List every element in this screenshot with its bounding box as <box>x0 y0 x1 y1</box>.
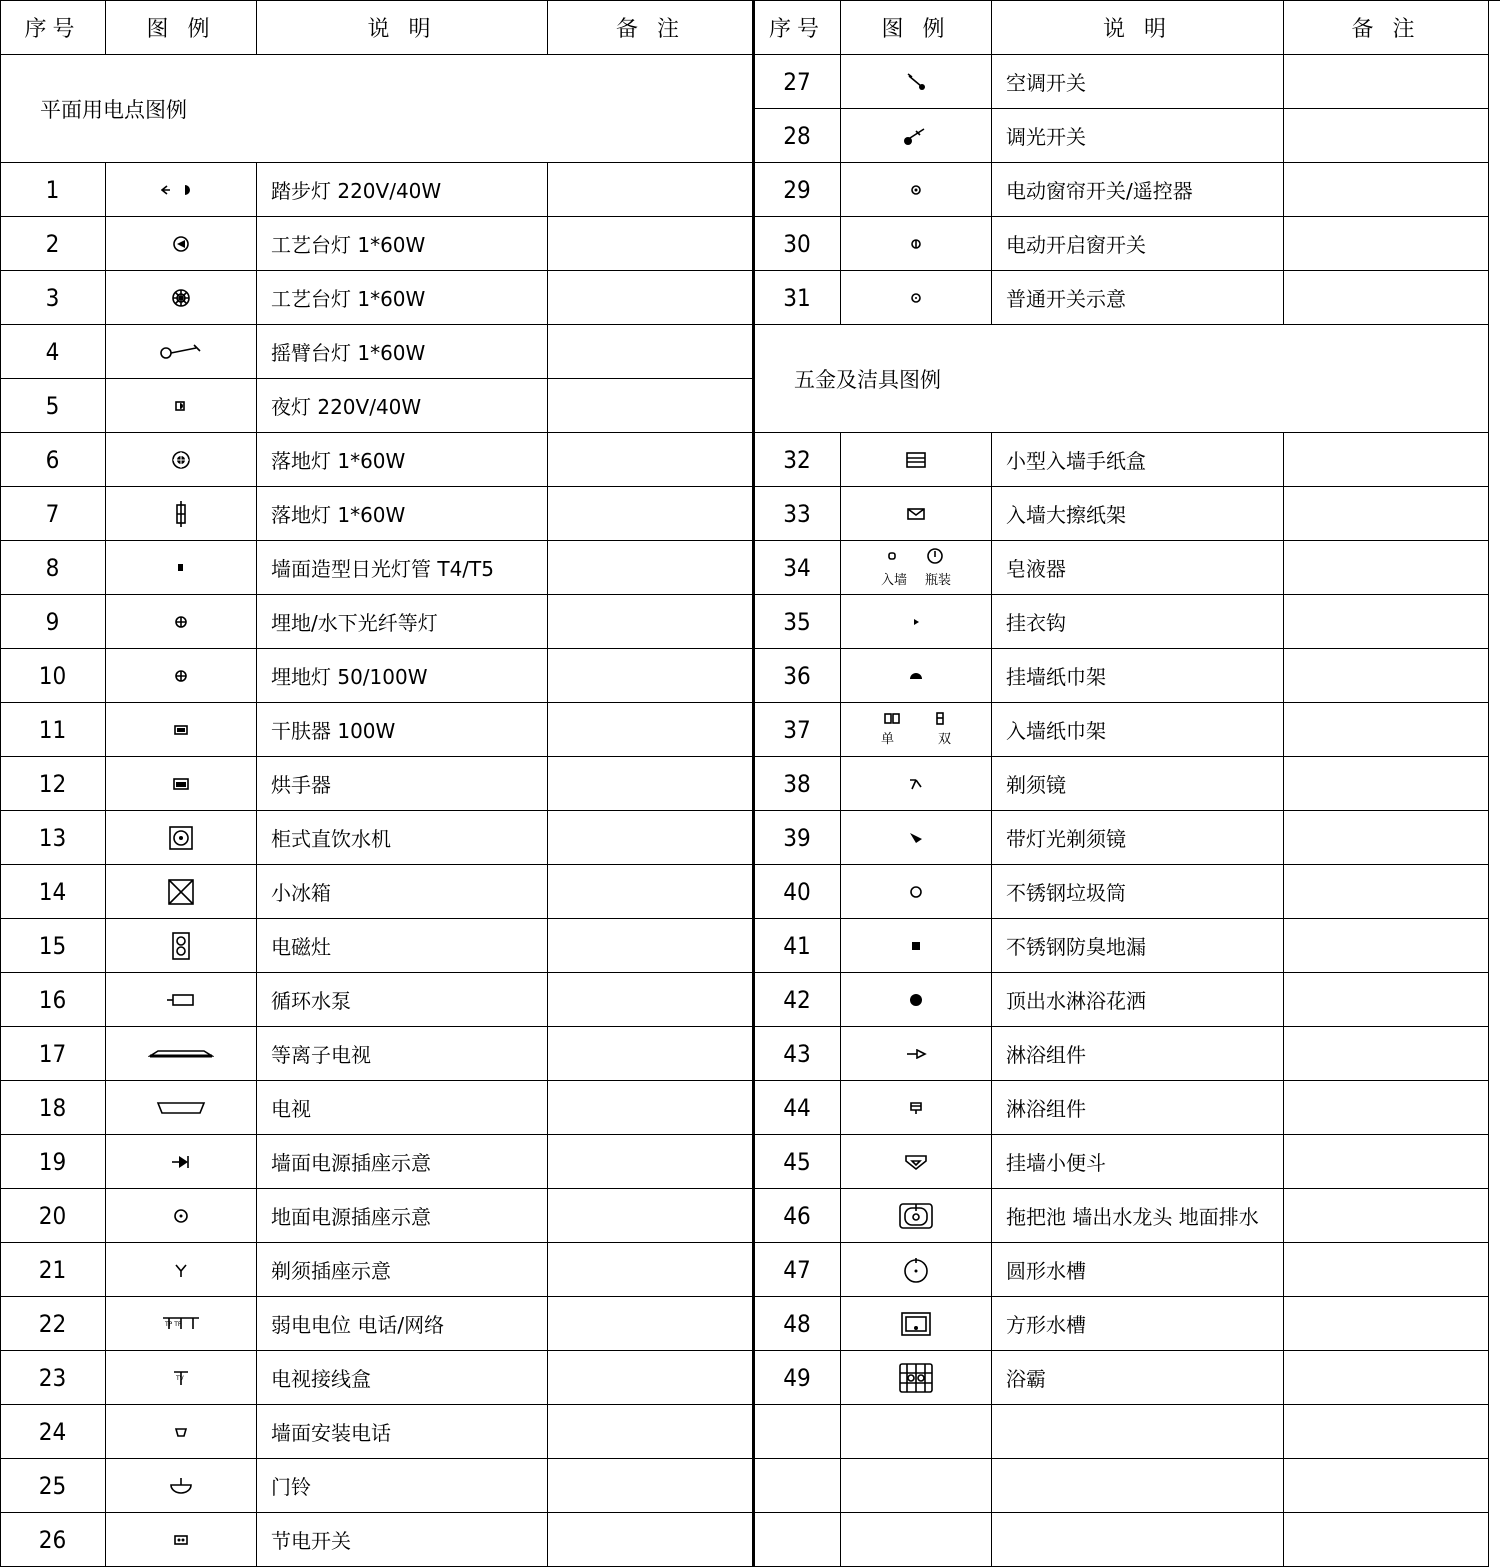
row-number: 9 <box>0 595 106 649</box>
shower-set-icon <box>905 1049 927 1059</box>
row-remark <box>1284 649 1489 703</box>
inground-light-icon <box>174 669 188 683</box>
legend-symbol <box>841 595 992 649</box>
row-description: 墙面电源插座示意 <box>257 1135 548 1189</box>
row-remark <box>1284 1297 1489 1351</box>
row-description: 埋地灯 50/100W <box>257 649 548 703</box>
row-number: 3 <box>0 271 106 325</box>
row-remark <box>548 325 754 379</box>
row-number: 14 <box>0 865 106 919</box>
mop-sink-icon <box>898 1202 934 1230</box>
paper-towel-holder-icon <box>906 507 926 521</box>
row-description: 循环水泵 <box>257 973 548 1027</box>
energy-switch-icon <box>173 1534 189 1546</box>
bath-heater-icon <box>898 1362 934 1394</box>
row-description: 淋浴组件 <box>992 1027 1284 1081</box>
empty-cell <box>992 1459 1284 1513</box>
floor-drain-icon <box>910 940 922 952</box>
legend-symbol <box>841 1297 992 1351</box>
table-lamp-alt-icon <box>171 288 191 308</box>
symbol-variant-label: 瓶装 <box>924 573 951 588</box>
row-remark <box>548 1189 754 1243</box>
row-number: 49 <box>754 1351 841 1405</box>
row-description: 工艺台灯 1*60W <box>257 271 548 325</box>
row-number: 22 <box>0 1297 106 1351</box>
shower-set-alt-icon <box>909 1100 923 1116</box>
row-number: 21 <box>0 1243 106 1297</box>
legend-symbol <box>841 541 992 595</box>
row-description: 门铃 <box>257 1459 548 1513</box>
row-remark <box>1284 1351 1489 1405</box>
row-remark <box>548 1243 754 1297</box>
legend-symbol <box>841 1027 992 1081</box>
wall-phone-icon <box>174 1426 188 1438</box>
row-remark <box>548 217 754 271</box>
legend-symbol <box>106 1135 257 1189</box>
header-description: 说 明 <box>257 0 548 55</box>
header-index: 序号 <box>0 0 106 55</box>
section-title-hardware: 五金及洁具图例 <box>754 325 1489 433</box>
row-remark <box>548 1027 754 1081</box>
legend-symbol <box>841 649 992 703</box>
row-description: 拖把池 墙出水龙头 地面排水 <box>992 1189 1284 1243</box>
section-title-electrical: 平面用电点图例 <box>0 55 754 163</box>
empty-cell <box>1284 1459 1489 1513</box>
legend-symbol <box>106 541 257 595</box>
step-light-icon <box>161 182 201 198</box>
row-description: 淋浴组件 <box>992 1081 1284 1135</box>
coat-hook-icon <box>911 617 921 627</box>
row-description: 等离子电视 <box>257 1027 548 1081</box>
legend-symbol <box>106 1297 257 1351</box>
legend-symbol <box>106 865 257 919</box>
row-number: 23 <box>0 1351 106 1405</box>
legend-symbol <box>106 919 257 973</box>
row-remark <box>1284 703 1489 757</box>
row-remark <box>548 163 754 217</box>
row-remark <box>1284 973 1489 1027</box>
legend-symbol <box>841 919 992 973</box>
row-description: 挂墙小便斗 <box>992 1135 1284 1189</box>
symbol-variant-label: 入墙 <box>881 573 908 588</box>
row-description: 弱电电位 电话/网络 <box>257 1297 548 1351</box>
row-number: 33 <box>754 487 841 541</box>
empty-cell <box>992 1405 1284 1459</box>
row-description: 摇臂台灯 1*60W <box>257 325 548 379</box>
row-number: 26 <box>0 1513 106 1567</box>
row-number: 5 <box>0 379 106 433</box>
row-description: 调光开关 <box>992 109 1284 163</box>
legend-symbol <box>841 55 992 109</box>
row-number: 34 <box>754 541 841 595</box>
row-remark <box>548 1081 754 1135</box>
legend-symbol <box>106 325 257 379</box>
header-index: 序号 <box>754 0 841 55</box>
row-number: 13 <box>0 811 106 865</box>
soap-dispenser-icon <box>881 547 951 567</box>
row-remark <box>548 433 754 487</box>
legend-symbol <box>106 1243 257 1297</box>
row-remark <box>548 1297 754 1351</box>
row-description: 顶出水淋浴花洒 <box>992 973 1284 1027</box>
trash-bin-icon <box>908 884 924 900</box>
shaving-mirror-icon <box>908 777 924 791</box>
wall-fluorescent-icon <box>176 562 186 574</box>
swing-arm-lamp-icon <box>158 343 204 361</box>
floor-socket-icon <box>173 1208 189 1224</box>
row-description: 皂液器 <box>992 541 1284 595</box>
row-description: 不锈钢垃圾筒 <box>992 865 1284 919</box>
header-remark: 备 注 <box>548 0 754 55</box>
legend-symbol <box>841 271 992 325</box>
legend-symbol <box>106 217 257 271</box>
empty-cell <box>841 1405 992 1459</box>
row-description: 入墙大擦纸架 <box>992 487 1284 541</box>
row-remark <box>548 973 754 1027</box>
row-description: 不锈钢防臭地漏 <box>992 919 1284 973</box>
square-sink-icon <box>900 1311 932 1337</box>
row-number: 10 <box>0 649 106 703</box>
header-symbol: 图 例 <box>106 0 257 55</box>
legend-symbol <box>841 865 992 919</box>
row-remark <box>1284 1189 1489 1243</box>
row-number: 44 <box>754 1081 841 1135</box>
row-description: 墙面安装电话 <box>257 1405 548 1459</box>
legend-symbol <box>106 1189 257 1243</box>
row-number: 39 <box>754 811 841 865</box>
empty-cell <box>754 1513 841 1567</box>
row-number: 1 <box>0 163 106 217</box>
row-description: 埋地/水下光纤等灯 <box>257 595 548 649</box>
row-description: 挂衣钩 <box>992 595 1284 649</box>
row-remark <box>548 1459 754 1513</box>
row-remark <box>1284 487 1489 541</box>
floor-lamp-icon <box>171 450 191 470</box>
legend-symbol <box>106 487 257 541</box>
legend-symbol <box>106 163 257 217</box>
row-description: 地面电源插座示意 <box>257 1189 548 1243</box>
center-divider <box>752 0 755 1567</box>
tissue-box-icon <box>905 451 927 469</box>
row-remark <box>1284 919 1489 973</box>
row-remark <box>1284 1135 1489 1189</box>
row-number: 18 <box>0 1081 106 1135</box>
row-remark <box>548 487 754 541</box>
symbol-variant-label: 单 <box>881 732 895 747</box>
row-number: 15 <box>0 919 106 973</box>
row-number: 17 <box>0 1027 106 1081</box>
legend-symbol <box>841 757 992 811</box>
legend-symbol <box>106 1081 257 1135</box>
row-number: 24 <box>0 1405 106 1459</box>
row-remark <box>1284 865 1489 919</box>
row-remark <box>1284 541 1489 595</box>
row-number: 45 <box>754 1135 841 1189</box>
row-number: 4 <box>0 325 106 379</box>
shaver-socket-icon <box>173 1261 189 1279</box>
legend-symbol <box>106 1351 257 1405</box>
circulation-pump-icon <box>165 993 197 1007</box>
legend-symbol <box>106 433 257 487</box>
mini-fridge-icon <box>167 878 195 906</box>
row-description: 电磁灶 <box>257 919 548 973</box>
row-remark <box>548 919 754 973</box>
induction-cooker-icon <box>171 931 191 961</box>
row-number: 36 <box>754 649 841 703</box>
row-remark <box>548 379 754 433</box>
round-sink-icon <box>902 1256 930 1284</box>
row-number: 41 <box>754 919 841 973</box>
row-remark <box>548 1513 754 1567</box>
row-remark <box>548 1135 754 1189</box>
row-number: 11 <box>0 703 106 757</box>
plasma-tv-icon <box>148 1048 214 1060</box>
night-light-icon <box>175 400 187 412</box>
window-switch-icon <box>910 238 922 250</box>
row-remark <box>548 649 754 703</box>
row-description: 浴霸 <box>992 1351 1284 1405</box>
legend-symbol <box>841 1081 992 1135</box>
row-remark <box>1284 163 1489 217</box>
legend-symbol <box>841 109 992 163</box>
row-description: 普通开关示意 <box>992 271 1284 325</box>
rain-shower-icon <box>908 992 924 1008</box>
row-remark <box>1284 595 1489 649</box>
tv-outlet-icon <box>172 1369 190 1387</box>
row-number: 8 <box>0 541 106 595</box>
legend-symbol <box>106 379 257 433</box>
underwater-light-icon <box>174 615 188 629</box>
row-description: 电动窗帘开关/遥控器 <box>992 163 1284 217</box>
empty-cell <box>841 1513 992 1567</box>
header-symbol: 图 例 <box>841 0 992 55</box>
legend-symbol <box>841 811 992 865</box>
row-description: 圆形水槽 <box>992 1243 1284 1297</box>
row-description: 电视 <box>257 1081 548 1135</box>
empty-cell <box>754 1459 841 1513</box>
empty-cell <box>1284 1513 1489 1567</box>
skin-dryer-icon <box>173 724 189 736</box>
row-number: 47 <box>754 1243 841 1297</box>
legend-symbol <box>841 973 992 1027</box>
legend-symbol <box>841 1189 992 1243</box>
legend-symbol <box>841 1351 992 1405</box>
row-description: 挂墙纸巾架 <box>992 649 1284 703</box>
urinal-icon <box>904 1153 928 1171</box>
row-description: 夜灯 220V/40W <box>257 379 548 433</box>
legend-symbol <box>841 433 992 487</box>
row-description: 落地灯 1*60W <box>257 487 548 541</box>
floor-lamp-alt-icon <box>173 500 189 528</box>
row-description: 柜式直饮水机 <box>257 811 548 865</box>
legend-symbol <box>106 811 257 865</box>
row-remark <box>1284 811 1489 865</box>
row-number: 2 <box>0 217 106 271</box>
curtain-switch-icon <box>910 184 922 196</box>
water-dispenser-icon <box>168 825 194 851</box>
row-number: 42 <box>754 973 841 1027</box>
row-remark <box>1284 433 1489 487</box>
row-description: 电视接线盒 <box>257 1351 548 1405</box>
legend-symbol <box>106 703 257 757</box>
row-number: 38 <box>754 757 841 811</box>
row-number: 48 <box>754 1297 841 1351</box>
row-description: 小冰箱 <box>257 865 548 919</box>
row-remark <box>1284 217 1489 271</box>
legend-symbol <box>106 271 257 325</box>
row-description: 干肤器 100W <box>257 703 548 757</box>
row-number: 6 <box>0 433 106 487</box>
row-remark <box>1284 757 1489 811</box>
row-number: 37 <box>754 703 841 757</box>
symbol-variant-label: 双 <box>937 732 951 747</box>
header-remark: 备 注 <box>1284 0 1489 55</box>
row-number: 31 <box>754 271 841 325</box>
row-description: 小型入墙手纸盒 <box>992 433 1284 487</box>
row-remark <box>1284 271 1489 325</box>
row-description: 入墙纸巾架 <box>992 703 1284 757</box>
row-number: 16 <box>0 973 106 1027</box>
row-number: 28 <box>754 109 841 163</box>
normal-switch-icon <box>910 292 922 304</box>
row-remark <box>548 271 754 325</box>
dimmer-switch-icon <box>902 125 930 147</box>
legend-symbol <box>841 217 992 271</box>
legend-symbol <box>841 703 992 757</box>
row-description: 踏步灯 220V/40W <box>257 163 548 217</box>
row-remark <box>1284 109 1489 163</box>
empty-cell <box>754 1405 841 1459</box>
row-number: 30 <box>754 217 841 271</box>
tv-icon <box>156 1100 206 1116</box>
row-number: 40 <box>754 865 841 919</box>
row-remark <box>548 541 754 595</box>
svg-text:TV: TV <box>176 1374 184 1382</box>
row-description: 墙面造型日光灯管 T4/T5 <box>257 541 548 595</box>
lit-shaving-mirror-icon <box>908 831 924 845</box>
empty-cell <box>841 1459 992 1513</box>
row-number: 25 <box>0 1459 106 1513</box>
row-remark <box>548 865 754 919</box>
legend-symbol <box>841 1243 992 1297</box>
legend-symbol <box>841 163 992 217</box>
row-description: 剃须镜 <box>992 757 1284 811</box>
row-remark <box>548 1351 754 1405</box>
row-description: 方形水槽 <box>992 1297 1284 1351</box>
data-phone-outlet-icon <box>161 1315 201 1333</box>
row-remark <box>548 595 754 649</box>
legend-symbol <box>106 1027 257 1081</box>
row-number: 7 <box>0 487 106 541</box>
legend-symbol <box>106 1513 257 1567</box>
row-remark <box>548 757 754 811</box>
row-remark <box>548 1405 754 1459</box>
ac-switch-icon <box>905 72 927 92</box>
row-remark <box>1284 1081 1489 1135</box>
legend-symbol <box>841 1135 992 1189</box>
header-description: 说 明 <box>992 0 1284 55</box>
row-description: 节电开关 <box>257 1513 548 1567</box>
row-number: 12 <box>0 757 106 811</box>
row-number: 32 <box>754 433 841 487</box>
doorbell-icon <box>168 1477 194 1495</box>
row-number: 29 <box>754 163 841 217</box>
row-remark <box>548 811 754 865</box>
table-lamp-icon <box>172 235 190 253</box>
legend-symbol <box>106 1405 257 1459</box>
legend-symbol <box>106 595 257 649</box>
row-remark <box>1284 1243 1489 1297</box>
row-remark <box>548 703 754 757</box>
row-description: 烘手器 <box>257 757 548 811</box>
wall-socket-icon <box>170 1152 192 1172</box>
legend-symbol <box>106 973 257 1027</box>
row-remark <box>1284 55 1489 109</box>
empty-cell <box>992 1513 1284 1567</box>
row-number: 27 <box>754 55 841 109</box>
row-remark <box>1284 1027 1489 1081</box>
row-description: 工艺台灯 1*60W <box>257 217 548 271</box>
row-number: 20 <box>0 1189 106 1243</box>
row-number: 19 <box>0 1135 106 1189</box>
row-description: 带灯光剃须镜 <box>992 811 1284 865</box>
row-description: 空调开关 <box>992 55 1284 109</box>
legend-symbol <box>106 649 257 703</box>
hand-dryer-icon <box>172 777 190 791</box>
row-description: 电动开启窗开关 <box>992 217 1284 271</box>
legend-symbol <box>106 757 257 811</box>
row-number: 43 <box>754 1027 841 1081</box>
recessed-towel-rack-icon <box>881 712 951 726</box>
row-number: 35 <box>754 595 841 649</box>
row-description: 剃须插座示意 <box>257 1243 548 1297</box>
empty-cell <box>1284 1405 1489 1459</box>
wall-towel-rack-icon <box>908 670 924 682</box>
legend-symbol <box>841 487 992 541</box>
legend-symbol <box>106 1459 257 1513</box>
svg-text:TP TP: TP TP <box>165 1320 182 1328</box>
row-description: 落地灯 1*60W <box>257 433 548 487</box>
row-number: 46 <box>754 1189 841 1243</box>
